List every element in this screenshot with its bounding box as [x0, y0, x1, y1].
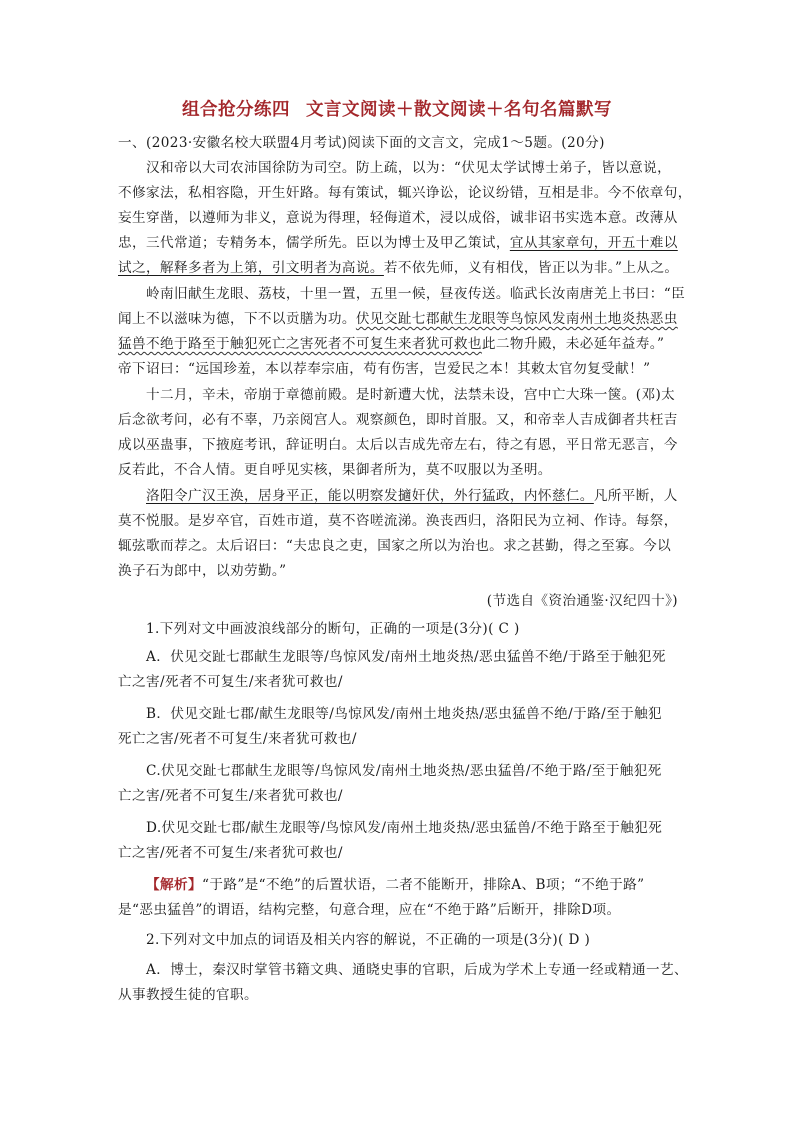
q1-option-b-line-1: B．伏见交趾七郡/献生龙眼等/鸟惊风发/南州土地炎热/恶虫猛兽不绝/于路/至于触犯: [146, 706, 663, 722]
wavy-underlined-passage-cont: 猛兽不绝于路至于触犯死亡之害死者不可复生来者犹可救也: [118, 336, 482, 352]
p1-line-5-text: 若不依先师，义有相伐，皆正以为非。”上从之。: [383, 260, 679, 276]
p1-line-4: [118, 234, 678, 252]
q1-option-d-line-1: D.伏见交趾七郡/献生龙眼等/鸟惊风发/南州土地炎热/恶虫猛兽/不绝于路至于触犯死: [146, 820, 663, 836]
p3-line-3: 成以巫蛊事，下掖庭考讯，辞证明白。太后以吉成先帝左右，待之有恩，平日常无恶言，今: [118, 437, 678, 453]
q1-option-c-line-2: 亡之害/死者不可复生/来者犹可救也/: [118, 788, 343, 804]
wavy-underlined-passage: 伏见交趾七郡献生龙眼等鸟惊风发南州土地炎热恶虫: [355, 311, 678, 327]
source-citation: (节选自《资治通鉴·汉纪四十》): [486, 593, 678, 609]
underlined-sentence-2: 洛阳令广汉王涣，居身平正，能以明察发擿奸伏，外行猛政，内怀慈仁。: [146, 488, 594, 504]
p1-line-1: 汉和帝以大司农沛国徐防为司空。防上疏，以为：“伏见太学试博士弟子，皆以意说，: [146, 160, 672, 176]
q1-analysis-line-2: 是“恶虫猛兽”的谓语，结构完整，句意合理，应在“不绝于路”后断开，排除D项。: [118, 902, 621, 918]
p1-line-5: [118, 259, 678, 277]
p2-line-2-text: 闻上不以滋味为德，下不以贡膳为功。: [118, 311, 356, 327]
p4-line-4: 涣子石为郎中，以劝劳勤。”: [118, 563, 287, 579]
p2-line-2: [118, 310, 678, 328]
section-header: 一、(2023·安徽名校大联盟4月考试)阅读下面的文言文，完成1～5题。(20分): [118, 135, 605, 151]
title-left: 组合抢分练四: [182, 100, 290, 120]
title-right: 文言文阅读＋散文阅读＋名句名篇默写: [306, 100, 612, 120]
p3-line-2: 后念欲考问，必有不辜，乃亲阅宫人。观察颜色，即时首服。又，和帝幸人吉成御者共枉吉: [118, 412, 678, 428]
underlined-sentence-cont: 试之，解释多者为上第，引文明者为高说。: [118, 260, 384, 276]
p4-line-3: 辄弦歌而荐之。太后诏曰：“夫忠良之吏，国家之所以为治也。求之甚勤，得之至寡。今以: [118, 538, 672, 554]
q1-option-c-line-1: C.伏见交趾七郡献生龙眼等/鸟惊风发/南州土地炎热/恶虫猛兽/不绝于路/至于触犯死: [146, 763, 662, 779]
p1-line-4-text: 忠，三代常道；专精务本，儒学所先。臣以为博士及甲乙策试，: [118, 235, 510, 251]
q2-option-a-line-1: A．博士，秦汉时掌管书籍文典、通晓史事的官职，后成为学术上专通一经或精通一艺、: [146, 962, 688, 978]
q2-option-a-line-2: 从事教授生徒的官职。: [118, 987, 258, 1003]
q1-option-a-line-2: 亡之害/死者不可复生/来者犹可救也/: [118, 674, 343, 690]
q1-option-b-line-2: 死亡之害/死者不可复生/来者犹可救也/: [118, 731, 357, 747]
p4-line-2: 莫不悦服。是岁卒官，百姓市道，莫不咨嗟流涕。涣丧西归，洛阳民为立祠、作诗。每祭，: [118, 513, 678, 529]
q1-analysis-text: “于路”是“不绝”的后置状语，二者不能断开，排除A、B项；“不绝于路”: [201, 877, 645, 893]
p1-line-2: 不修家法，私相容隐，开生奸路。每有策试，辄兴诤讼，论议纷错，互相是非。今不依章句，: [118, 185, 692, 201]
q1-option-d-line-2: 亡之害/死者不可复生/来者犹可救也/: [118, 845, 343, 861]
p3-line-1: 十二月，辛未，帝崩于章德前殿。是时新遭大忧，法禁未设，宫中亡大珠一箧。(邓)太: [146, 387, 676, 403]
p4-line-1-text: 凡所平断，人: [593, 488, 678, 504]
page-title: [0, 96, 794, 121]
q1-analysis-line-1: [146, 876, 678, 894]
p2-line-4: 帝下诏曰：“远国珍羞，本以荐奉宗庙，苟有伤害，岂爱民之本！其敕太官勿复受献！”: [118, 361, 651, 377]
p3-line-4: 反若此，不合人情。更自呼见实核，果御者所为，莫不叹服以为圣明。: [118, 462, 552, 478]
q1-stem: 1.下列对文中画波浪线部分的断句，正确的一项是(3分)( C ): [146, 621, 520, 637]
q1-option-a-line-1: A．伏见交趾七郡献生龙眼等/鸟惊风发/南州土地炎热/恶虫猛兽不绝/于路至于触犯死: [146, 649, 666, 665]
underlined-sentence: 宜从其家章句，开五十难以: [509, 235, 678, 251]
p2-line-3: [118, 335, 678, 353]
p2-line-1: 岭南旧献生龙眼、荔枝，十里一置，五里一候，昼夜传送。临武长汝南唐羌上书曰：“臣: [146, 286, 686, 302]
q2-stem: 2.下列对文中加点的词语及相关内容的解说，不正确的一项是(3分)( D ): [146, 932, 591, 948]
p4-line-1: [146, 487, 678, 505]
p1-line-3: 妄生穿凿，以遵师为非义，意说为得理，轻侮道术，浸以成俗，诚非诏书实选本意。改薄从: [118, 210, 678, 226]
p2-line-3-text: 此二物升殿，未必延年益寿。”: [481, 336, 665, 352]
analysis-tag: 【解析】: [146, 877, 202, 893]
